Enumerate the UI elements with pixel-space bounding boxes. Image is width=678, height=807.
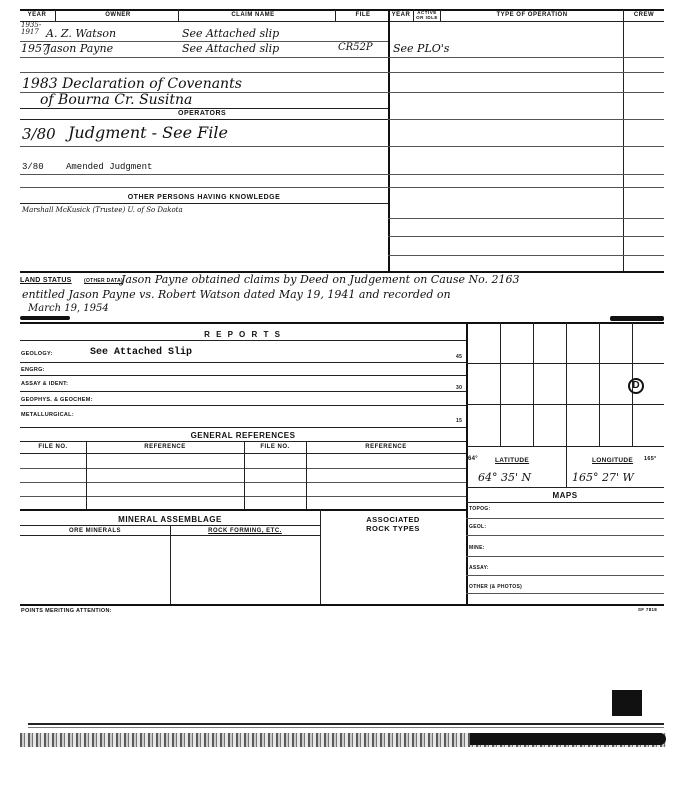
main-vertical-divider xyxy=(388,9,390,271)
land-status-line-1: Jason Payne obtained claims by Deed on Judgement on Cause No. 2163 xyxy=(121,273,520,286)
associated-header: ASSOCIATED xyxy=(366,515,420,524)
other-persons-text: Marshall McKusick (Trustee) U. of So Dakota xyxy=(22,206,183,214)
gen-ref-col xyxy=(86,441,87,509)
col-divider xyxy=(178,9,179,21)
active-idle-header: ACTIVE OR IDLE xyxy=(416,10,438,20)
type-of-operation-header: TYPE OF OPERATION xyxy=(496,12,568,18)
land-status-label: LAND STATUS xyxy=(20,277,72,284)
owner-row-line xyxy=(20,57,388,58)
owner-year-2: 1957 xyxy=(21,42,49,55)
operators-bottom-line xyxy=(20,119,388,120)
grid-col xyxy=(500,322,501,446)
right-row-line xyxy=(388,57,664,58)
grid-col xyxy=(566,322,567,446)
scan-artifact-dark xyxy=(470,733,666,745)
file-header: FILE xyxy=(355,12,371,18)
gen-ref-col xyxy=(306,441,307,509)
right-row-line xyxy=(388,187,664,188)
mineral-bottom-border xyxy=(20,604,664,606)
geology-value: See Attached Slip xyxy=(90,347,193,358)
scale-45: 45 xyxy=(456,354,463,360)
points-meriting-attention-label: POINTS MERITING ATTENTION: xyxy=(21,608,112,614)
maps-mine: MINE: xyxy=(469,545,485,551)
right-row-line xyxy=(388,174,664,175)
reports-row-line xyxy=(20,375,466,376)
location-marker-icon: D xyxy=(628,378,644,394)
latlon-col xyxy=(566,446,567,487)
lat-prefix: 64° xyxy=(468,456,478,462)
grid-col xyxy=(599,322,600,446)
maps-line xyxy=(466,535,664,536)
operators-top-line xyxy=(20,108,388,109)
right-row-line xyxy=(388,119,664,120)
scale-30: 30 xyxy=(456,385,463,391)
right-row-line xyxy=(388,236,664,237)
right-row-line xyxy=(388,255,664,256)
grid-row xyxy=(466,363,664,364)
reports-top-border xyxy=(20,322,664,324)
land-status-line-3: March 19, 1954 xyxy=(28,303,109,314)
file-no2-header: FILE NO. xyxy=(260,444,290,450)
gen-ref-col xyxy=(244,441,245,509)
latlon-line xyxy=(466,487,664,488)
land-status-sublabel: (OTHER DATA) xyxy=(84,278,123,284)
right-block-divider xyxy=(466,322,468,604)
owner-year-1: 1935-1917 xyxy=(21,21,42,36)
owner-name-2: Jason Payne xyxy=(46,42,114,55)
maps-title: MAPS xyxy=(552,491,578,500)
operator-row-line xyxy=(20,187,388,188)
form-number: SF 7818 xyxy=(638,607,658,612)
geophys-label: GEOPHYS. & GEOCHEM: xyxy=(21,397,93,403)
col-divider xyxy=(440,9,441,21)
reference-header: REFERENCE xyxy=(144,444,186,450)
claim-name-header: CLAIM NAME xyxy=(231,12,275,18)
maps-line xyxy=(466,518,664,519)
grid-col xyxy=(533,322,534,446)
owner-claim-2: See Attached slip xyxy=(182,42,280,55)
year-header: YEAR xyxy=(27,12,47,18)
scan-mark xyxy=(20,316,70,320)
header-bottom-line xyxy=(20,21,664,22)
operator-date-1: 3/80 xyxy=(22,125,56,143)
general-references-title: GENERAL REFERENCES xyxy=(190,431,296,440)
declaration-line-1: 1983 Declaration of Covenants xyxy=(22,76,242,92)
operators-label: OPERATORS xyxy=(178,110,227,117)
col-divider xyxy=(335,9,336,21)
reports-row-line xyxy=(20,391,466,392)
land-status-line-2: entitled Jason Payne vs. Robert Watson dated May 19, 1941 and recorded on xyxy=(22,288,451,301)
col-divider xyxy=(413,9,414,21)
col-divider xyxy=(55,9,56,21)
other-persons-label: OTHER PERSONS HAVING KNOWLEDGE xyxy=(127,194,281,201)
lon-suffix: 165° xyxy=(644,456,657,462)
mineral-col xyxy=(170,525,171,604)
right-row-line xyxy=(388,218,664,219)
owner-header: OWNER xyxy=(105,12,131,18)
file-no-header: FILE NO. xyxy=(38,444,68,450)
ore-minerals-header: ORE MINERALS xyxy=(68,528,121,534)
rock-types-header: ROCK TYPES xyxy=(366,524,420,533)
crew-header: CREW xyxy=(633,12,655,18)
owner-claim-1: See Attached slip xyxy=(182,27,280,40)
operator-date-2: 3/80 xyxy=(22,162,44,172)
metallurgical-label: METALLURGICAL: xyxy=(21,412,74,418)
scan-mark xyxy=(610,316,664,321)
longitude-value: 165° 27' W xyxy=(572,471,634,484)
owner-file-2: CR52P xyxy=(338,42,373,53)
owner-row-line xyxy=(20,72,388,73)
operator-row-line xyxy=(20,174,388,175)
top-border xyxy=(20,9,664,11)
geology-label: GEOLOGY: xyxy=(21,351,53,357)
maps-line xyxy=(466,556,664,557)
maps-line xyxy=(466,575,664,576)
reports-row-line xyxy=(20,427,466,428)
year2-note: See PLO's xyxy=(393,42,450,55)
right-row-line xyxy=(388,72,664,73)
maps-line xyxy=(466,593,664,594)
assay-label: ASSAY & IDENT: xyxy=(21,381,69,387)
reports-row-line xyxy=(20,362,466,363)
owner-name-1: A. Z. Watson xyxy=(46,27,117,40)
maps-line xyxy=(466,502,664,503)
mineral-top-border xyxy=(20,509,466,511)
longitude-label: LONGITUDE xyxy=(592,457,633,464)
maps-topog: TOPOG: xyxy=(469,506,491,512)
operator-text-1: Judgment - See File xyxy=(68,123,228,142)
rock-forming-header: ROCK FORMING, ETC. xyxy=(208,528,282,534)
reference2-header: REFERENCE xyxy=(365,444,407,450)
crew-col-divider xyxy=(623,9,624,271)
mineral-title: MINERAL ASSEMBLAGE xyxy=(118,515,222,524)
declaration-line-2: of Bourna Cr. Susitna xyxy=(40,92,193,108)
scale-15: 15 xyxy=(456,418,463,424)
latitude-value: 64° 35' N xyxy=(478,471,532,484)
maps-other: OTHER (& PHOTOS) xyxy=(469,584,523,590)
engrg-label: ENGRG: xyxy=(21,367,45,373)
year2-header: YEAR xyxy=(391,12,411,18)
right-row-line xyxy=(388,92,664,93)
scan-artifact-line xyxy=(28,723,664,725)
grid-row xyxy=(466,404,664,405)
reports-title-line xyxy=(20,340,466,341)
right-row-line xyxy=(388,146,664,147)
latitude-label: LATITUDE xyxy=(495,457,530,464)
maps-assay: ASSAY: xyxy=(469,565,489,571)
maps-geol: GEOL: xyxy=(469,524,487,530)
grid-row xyxy=(466,446,664,447)
reports-row-line xyxy=(20,405,466,406)
other-persons-line xyxy=(20,203,388,204)
scan-artifact-line xyxy=(28,727,664,728)
operator-text-2: Amended Judgment xyxy=(66,162,153,172)
reports-title: R E P O R T S xyxy=(204,330,282,339)
operator-row-line xyxy=(20,146,388,147)
scan-artifact-block xyxy=(612,690,642,716)
